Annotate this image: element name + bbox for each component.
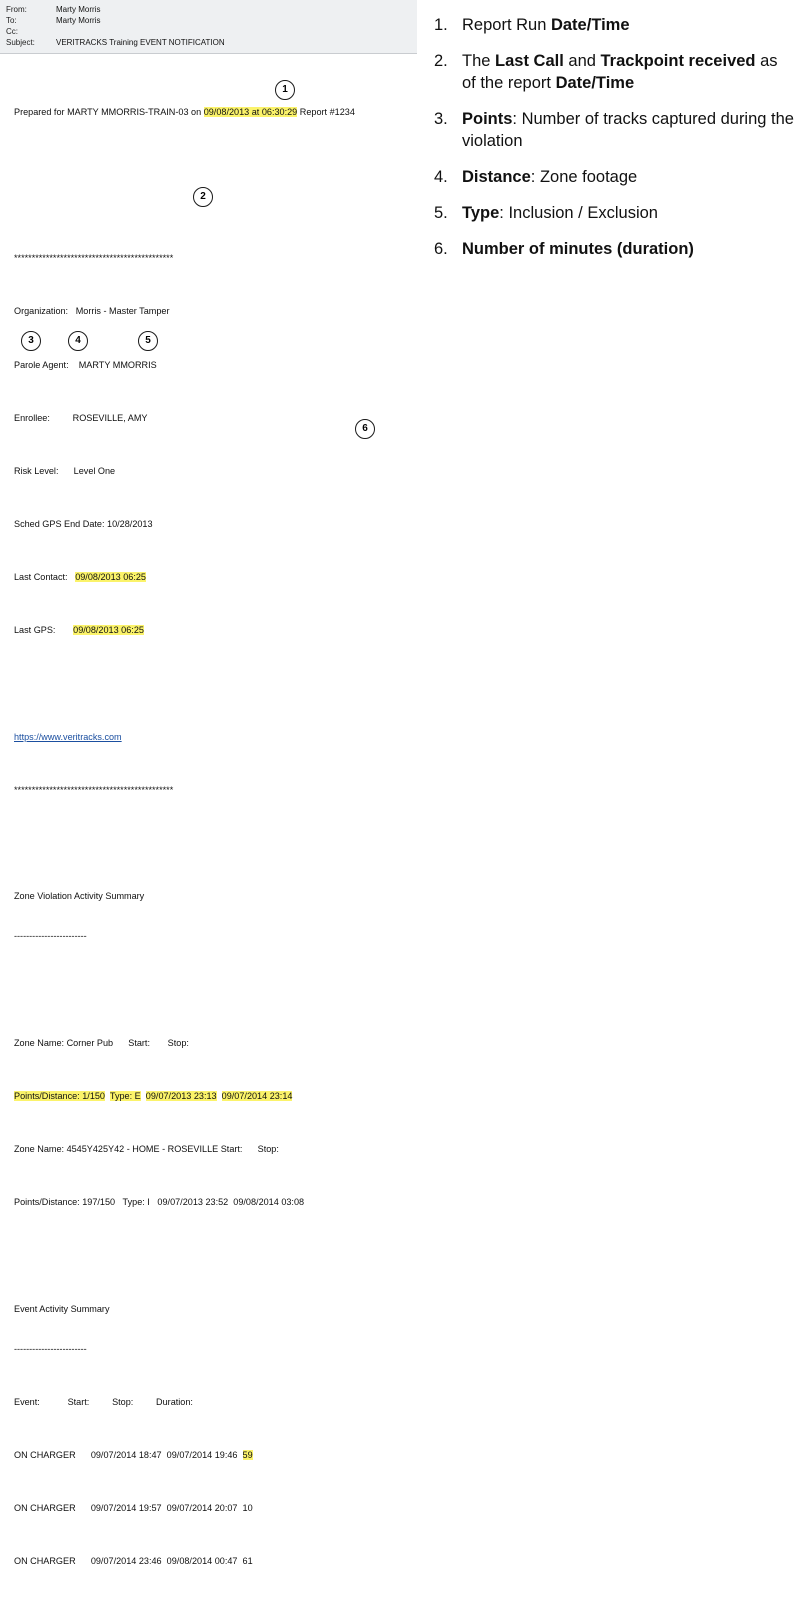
spacer — [14, 159, 407, 172]
parole-agent-label: Parole Agent: — [14, 359, 69, 370]
note-span-bold: Last Call — [495, 52, 564, 70]
parole-agent-line — [14, 359, 407, 372]
zone2-stop-value: 09/08/2014 03:08 — [233, 1197, 305, 1208]
sched-end-line — [14, 518, 407, 531]
note-number: 6. — [434, 240, 448, 258]
last-gps-line — [14, 624, 407, 637]
event-summary-rule: ------------------------ — [14, 1343, 87, 1354]
callout-marker-1: 1 — [275, 80, 295, 100]
note-span: and — [563, 52, 601, 70]
organization-value: Morris - Master Tamper — [75, 306, 170, 317]
zone1-name: Zone Name: Corner Pub — [14, 1037, 114, 1048]
email-header — [0, 0, 417, 54]
note-number: 3. — [434, 110, 448, 128]
spacer — [14, 1249, 407, 1262]
callout-marker-3: 3 — [21, 331, 41, 351]
event-duration: 10 — [242, 1503, 253, 1514]
report-body — [0, 54, 417, 1608]
zone2-points-distance: Points/Distance: 197/150 — [14, 1197, 116, 1208]
note-text — [462, 108, 795, 152]
separator-stars-bottom: ********************************************* — [14, 785, 174, 796]
note-number: 2. — [434, 52, 448, 70]
note-span: Report Run — [462, 16, 551, 34]
parole-agent-value: MARTY MMORRIS — [78, 359, 157, 370]
spacer — [14, 837, 407, 850]
note-item — [434, 108, 795, 152]
zone1-type: Type: E — [109, 1090, 141, 1101]
note-span-bold: Points — [462, 110, 513, 128]
sched-end-value: 10/28/2013 — [107, 519, 153, 530]
risk-level-line — [14, 465, 407, 478]
zone1-start-label: Start: — [128, 1037, 150, 1048]
event-duration: 61 — [242, 1556, 253, 1567]
last-gps-value: 09/08/2013 06:25 — [73, 625, 144, 636]
note-item — [434, 166, 795, 188]
prepared-prefix: Prepared for MARTY MMORRIS-TRAIN-03 on — [14, 106, 204, 117]
to-label: To: — [6, 16, 17, 25]
note-span: The — [462, 52, 496, 70]
cc-label: Cc: — [6, 27, 18, 36]
separator-stars-top: ********************************************* — [14, 253, 174, 264]
spacer — [14, 983, 407, 996]
veritracks-link-line — [14, 731, 407, 744]
last-contact-line — [14, 571, 407, 584]
zone1-stop-label: Stop: — [167, 1037, 189, 1048]
zone1-start-value: 09/07/2013 23:13 — [145, 1090, 217, 1101]
event-row — [14, 1449, 407, 1462]
event-summary-title: Event Activity Summary — [14, 1303, 110, 1314]
zone2-type: Type: I — [122, 1197, 150, 1208]
note-number: 4. — [434, 168, 448, 186]
enrollee-label: Enrollee: — [14, 412, 50, 423]
enrollee-line — [14, 412, 407, 425]
notes-pane — [424, 0, 801, 462]
prepared-datetime: 09/08/2013 at 06:30:29 — [203, 106, 298, 117]
note-span: : Zone footage — [530, 168, 638, 186]
last-contact-label: Last Contact: — [14, 572, 68, 583]
zone2-stop-label: Stop: — [257, 1144, 279, 1155]
event-stop: 09/07/2014 19:46 — [166, 1449, 238, 1460]
email-field-from — [6, 4, 411, 15]
organization-label: Organization: — [14, 306, 69, 317]
note-span: : Number of tracks captured during the violation — [462, 110, 794, 150]
cc-value — [56, 26, 411, 37]
last-gps-label: Last GPS: — [14, 625, 56, 636]
note-text — [462, 14, 795, 36]
to-value: Marty Morris — [56, 16, 101, 25]
note-span: as of the report — [462, 52, 778, 92]
note-text — [462, 202, 795, 224]
callout-marker-4: 4 — [68, 331, 88, 351]
callout-marker-6: 6 — [355, 419, 375, 439]
zone2-header-line — [14, 1143, 407, 1156]
zone2-name: Zone Name: 4545Y425Y42 - HOME - ROSEVILLE Start: — [14, 1144, 243, 1155]
event-row — [14, 1555, 407, 1568]
sched-end-label: Sched GPS End Date: — [14, 519, 105, 530]
email-field-subject — [6, 37, 411, 48]
last-contact-value: 09/08/2013 06:25 — [75, 572, 146, 583]
event-col-event: Event: — [14, 1396, 40, 1407]
note-span: : Inclusion / Exclusion — [499, 204, 658, 222]
zone1-stop-value: 09/07/2014 23:14 — [221, 1090, 293, 1101]
note-text — [462, 238, 795, 260]
prepared-line — [14, 106, 407, 119]
note-text — [462, 50, 795, 94]
event-col-start: Start: — [67, 1396, 90, 1407]
note-span-bold: Trackpoint received — [600, 52, 756, 70]
prepared-suffix: Report #1234 — [297, 106, 355, 117]
event-start: 09/07/2014 19:57 — [90, 1503, 162, 1514]
zone1-points-distance: Points/Distance: 1/150 — [14, 1090, 105, 1101]
from-label: From: — [6, 5, 27, 14]
zone-summary-title: Zone Violation Activity Summary — [14, 891, 145, 902]
event-name: ON CHARGER — [14, 1556, 76, 1567]
zone2-start-value: 09/07/2013 23:52 — [157, 1197, 229, 1208]
note-item — [434, 50, 795, 94]
zone1-detail-line — [14, 1090, 407, 1103]
email-field-to — [6, 15, 411, 26]
note-span-bold: Type — [462, 204, 500, 222]
note-number: 1. — [434, 16, 448, 34]
note-span-bold: Date/Time — [555, 74, 635, 92]
event-stop: 09/08/2014 00:47 — [166, 1556, 238, 1567]
event-duration: 59 — [242, 1449, 253, 1460]
note-text — [462, 166, 795, 188]
event-start: 09/07/2014 23:46 — [90, 1556, 162, 1567]
event-columns-line — [14, 1396, 407, 1409]
risk-level-value: Level One — [73, 465, 116, 476]
organization-line — [14, 305, 407, 318]
note-span-bold: Distance — [462, 168, 531, 186]
event-start: 09/07/2014 18:47 — [90, 1449, 162, 1460]
note-span-bold: Date/Time — [550, 16, 630, 34]
spacer — [14, 678, 407, 691]
zone1-header-line — [14, 1037, 407, 1050]
subject-label: Subject: — [6, 38, 35, 47]
veritracks-link[interactable]: https://www.veritracks.com — [14, 731, 122, 742]
event-name: ON CHARGER — [14, 1449, 76, 1460]
note-item — [434, 202, 795, 224]
event-stop: 09/07/2014 20:07 — [166, 1503, 238, 1514]
subject-value: VERITRACKS Training EVENT NOTIFICATION — [56, 38, 225, 47]
event-row — [14, 1502, 407, 1515]
zone2-detail-line — [14, 1196, 407, 1209]
note-item — [434, 14, 795, 36]
event-name: ON CHARGER — [14, 1503, 76, 1514]
note-item — [434, 238, 795, 260]
note-span-bold: Number of minutes (duration) — [462, 240, 694, 258]
zone-summary-rule: ------------------------ — [14, 931, 87, 942]
callout-marker-2: 2 — [193, 187, 213, 207]
event-col-stop: Stop: — [112, 1396, 134, 1407]
event-col-duration: Duration: — [156, 1396, 193, 1407]
from-value: Marty Morris — [56, 5, 101, 14]
enrollee-value: ROSEVILLE, AMY — [72, 412, 148, 423]
email-field-cc — [6, 26, 411, 37]
risk-level-label: Risk Level: — [14, 465, 59, 476]
callout-marker-5: 5 — [138, 331, 158, 351]
note-number: 5. — [434, 204, 448, 222]
